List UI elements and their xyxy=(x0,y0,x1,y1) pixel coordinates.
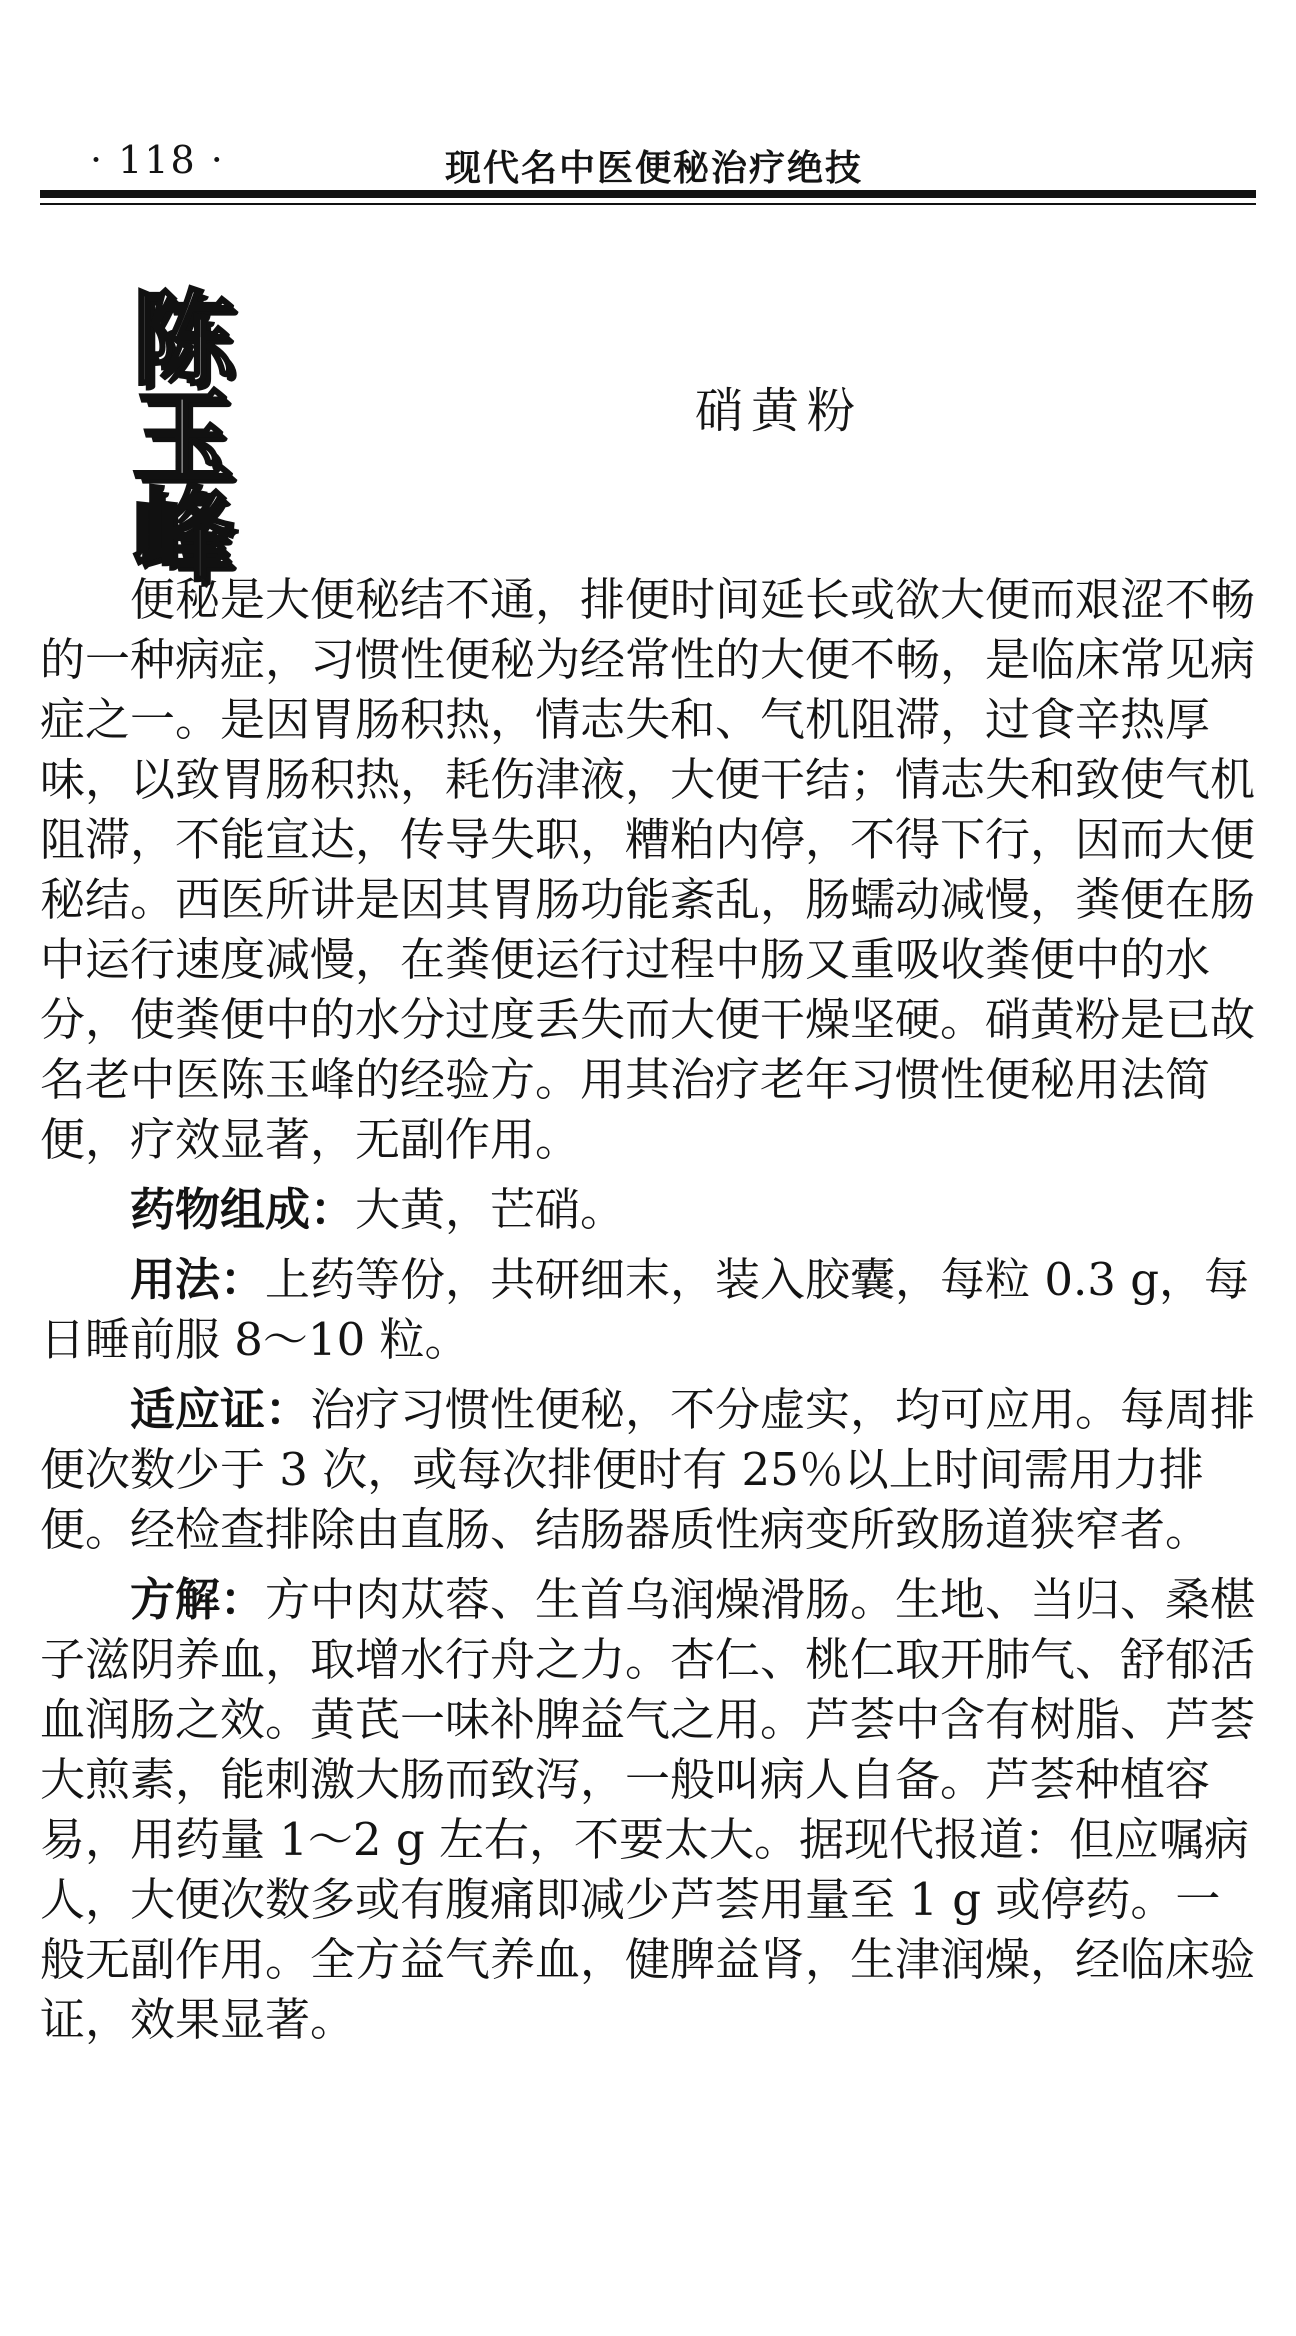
author-char-2: 玉 xyxy=(132,379,234,498)
indication-label: 适应证： xyxy=(130,1383,311,1436)
author-char-1: 陈 xyxy=(132,281,234,400)
author-name-vertical xyxy=(132,281,252,596)
page-header xyxy=(40,138,1256,188)
header-rule-thin xyxy=(40,203,1256,205)
explanation-text: 方中肉苁蓉、生首乌润燥滑肠。生地、当归、桑椹子滋阴养血，取增水行舟之力。杏仁、桃仁取开肺气、舒郁活血润肠之效。黄芪一味补脾益气之用。芦荟中含有树脂、芦荟大煎素，能刺激大肠而致泻，一般叫病人自备。芦荟种植容易，用药量 1～2 g 左右，不要太大。据现代报道：但应嘱病人，大便次数多或有腹痛即减少芦荟用量至 1 g 或停药。一般无副作用。全方益气养血，健脾益肾，生津润燥，经临床验证，效果显著。 xyxy=(40,1573,1256,2046)
usage-paragraph xyxy=(40,1250,1256,1370)
composition-label: 药物组成： xyxy=(130,1183,356,1236)
indication-paragraph xyxy=(40,1380,1256,1560)
article-body xyxy=(40,570,1256,2050)
usage-label: 用法： xyxy=(130,1253,266,1306)
explanation-label: 方解： xyxy=(130,1573,266,1626)
usage-text: 上药等份，共研细末，装入胶囊，每粒 0.3 g，每日睡前服 8～10 粒。 xyxy=(40,1253,1249,1366)
composition-paragraph xyxy=(40,1180,1256,1240)
page-number: · 118 · xyxy=(90,138,225,182)
composition-text: 大黄，芒硝。 xyxy=(355,1183,626,1236)
explanation-paragraph xyxy=(40,1570,1256,2050)
book-title: 现代名中医便秘治疗绝技 xyxy=(445,148,864,189)
author-char-3: 峰 xyxy=(132,477,234,596)
recipe-title: 硝黄粉 xyxy=(695,383,864,439)
indication-text: 治疗习惯性便秘，不分虚实，均可应用。每周排便次数少于 3 次，或每次排便时有 25％以上时间需用力排便。经检查排除由直肠、结肠器质性病变所致肠道狭窄者。 xyxy=(40,1383,1256,1556)
header-rule-thick xyxy=(40,190,1256,198)
intro-paragraph: 便秘是大便秘结不通，排便时间延长或欲大便而艰涩不畅的一种病症，习惯性便秘为经常性的大便不畅，是临床常见病症之一。是因胃肠积热，情志失和、气机阻滞，过食辛热厚味，以致胃肠积热，耗伤津液，大便干结；情志失和致使气机阻滞，不能宣达，传导失职，糟粕内停，不得下行，因而大便秘结。西医所讲是因其胃肠功能紊乱，肠蠕动减慢，粪便在肠中运行速度减慢，在粪便运行过程中肠又重吸收粪便中的水分，使粪便中的水分过度丢失而大便干燥坚硬。硝黄粉是已故名老中医陈玉峰的经验方。用其治疗老年习惯性便秘用法简便，疗效显著，无副作用。 xyxy=(40,573,1256,1166)
